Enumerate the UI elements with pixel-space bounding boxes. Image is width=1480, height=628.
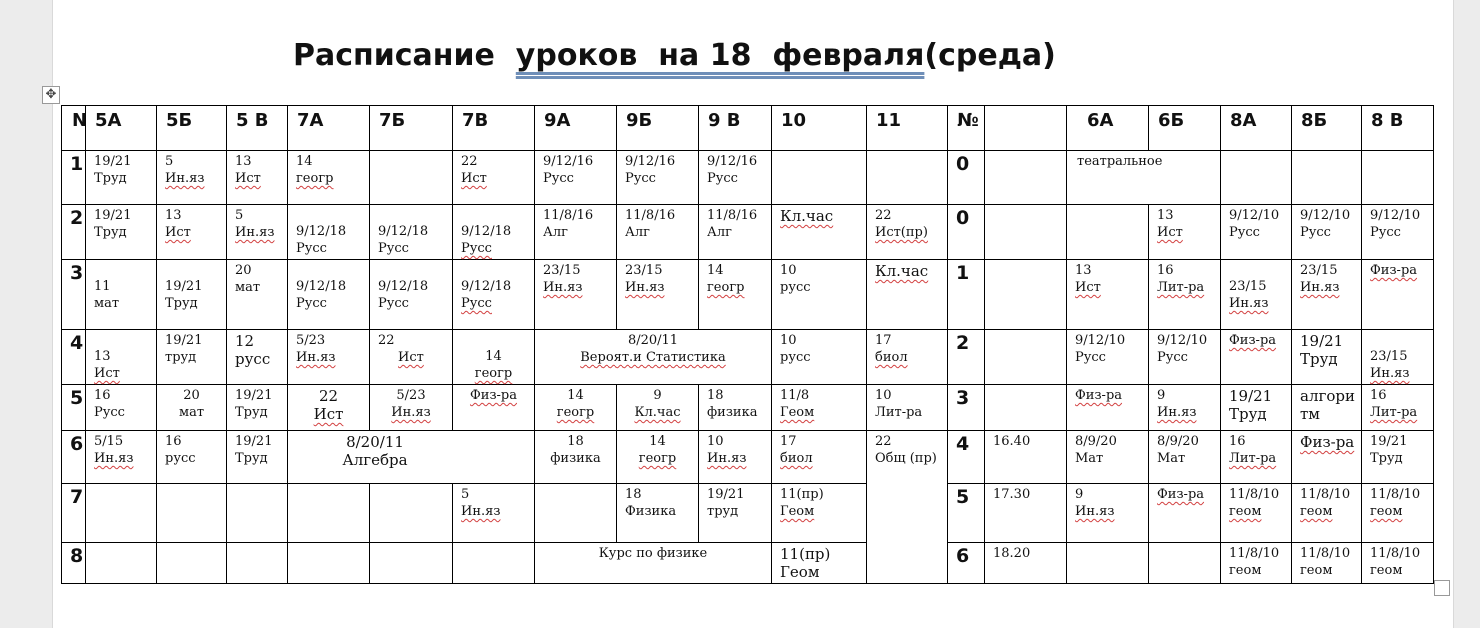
cell-r5-8a: 19/21 Труд [1221,385,1292,431]
cell-r6-6a: 8/9/20 Мат [1067,431,1149,484]
cell-r3-8v: Физ-ра [1362,260,1434,330]
header-7v: 7В [453,106,535,151]
header-5a: 5А [86,106,157,151]
header-10: 10 [772,106,867,151]
header-8v: 8 В [1362,106,1434,151]
cell-r5-9a: 14 геогр [535,385,617,431]
row-number: 1 [62,151,86,205]
cell-r8-7b [370,543,453,584]
cell-r4-9-all: 8/20/11 Вероят.и Статистика [535,330,772,385]
cell-r4-6a: 9/12/10 Русс [1067,330,1149,385]
cell-r6-8b: Физ-ра [1292,431,1362,484]
cell-r5-6b: 9 Ин.яз [1149,385,1221,431]
row-number: 4 [62,330,86,385]
cell-r2-9a: 11/8/16 Алг [535,205,617,260]
cell-r8-8b: 11/8/10 геом [1292,543,1362,584]
page-title [293,38,1056,73]
cell-r4-8b: 19/21 Труд [1292,330,1362,385]
row-number-right: 4 [948,431,985,484]
cell-r7-5v [227,484,288,543]
cell-r5-7b: 5/23 Ин.яз [370,385,453,431]
row-number: 3 [62,260,86,330]
cell-r6-11: 22 Общ (пр) [867,431,948,584]
cell-r2-8v: 9/12/10 Русс [1362,205,1434,260]
cell-r8-7v [453,543,535,584]
header-11: 11 [867,106,948,151]
cell-r5-11: 10 Лит-ра [867,385,948,431]
header-num: № [948,106,985,151]
header-7b: 7Б [370,106,453,151]
cell-r4-5v: 12 русс [227,330,288,385]
table-row [62,205,1434,260]
cell-r3-6b: 16 Лит-ра [1149,260,1221,330]
cell-r8-time: 18.20 [985,543,1067,584]
cell-r2-8a: 9/12/10 Русс [1221,205,1292,260]
cell-r1-7v: 22 Ист [453,151,535,205]
cell-r1-8v [1362,151,1434,205]
cell-r6-5v: 19/21 Труд [227,431,288,484]
cell-r7-7a [288,484,370,543]
row-number-right: 5 [948,484,985,543]
cell-r3-7a: 9/12/18 Русс [288,260,370,330]
cell-r1-8b [1292,151,1362,205]
table-row [62,260,1434,330]
cell-r4-6b: 9/12/10 Русс [1149,330,1221,385]
cell-r6-8v: 19/21 Труд [1362,431,1434,484]
cell-r3-9b: 23/15 Ин.яз [617,260,699,330]
cell-r1-6a-6b: театральное [1067,151,1221,205]
cell-r1-7b [370,151,453,205]
cell-r6-5a: 5/15 Ин.яз [86,431,157,484]
cell-r4-5a: 13 Ист [86,330,157,385]
row-number-right: 0 [948,205,985,260]
cell-r2-5v: 5 Ин.яз [227,205,288,260]
cell-r2-5a: 19/21 Труд [86,205,157,260]
cell-r5-8b: алгори тм [1292,385,1362,431]
row-number: 7 [62,484,86,543]
cell-r1-5v: 13 Ист [227,151,288,205]
cell-r3-5b: 19/21 Труд [157,260,227,330]
header-row [62,106,1434,151]
cell-r3-9a: 23/15 Ин.яз [535,260,617,330]
cell-r8-8v: 11/8/10 геом [1362,543,1434,584]
cell-r3-11: Кл.час [867,260,948,330]
cell-r1-9v: 9/12/16 Русс [699,151,772,205]
header-9b: 9Б [617,106,699,151]
cell-r7-time: 17.30 [985,484,1067,543]
cell-r3-6a: 13 Ист [1067,260,1149,330]
table-move-handle-icon[interactable]: ✥ [42,86,60,104]
row-number-right: 6 [948,543,985,584]
cell-r3-7b: 9/12/18 Русс [370,260,453,330]
cell-r2-11: 22 Ист(пр) [867,205,948,260]
cell-r2-10: Кл.час [772,205,867,260]
cell-r5-5v: 19/21 Труд [227,385,288,431]
cell-r1-11 [867,151,948,205]
row-number-right: 3 [948,385,985,431]
cell-r6-9b: 14 геогр [617,431,699,484]
cell-r6-7-all: 8/20/11 Алгебра [288,431,535,484]
cell-r2-7a: 9/12/18 Русс [288,205,370,260]
title-part-3: (среда) [924,38,1056,73]
cell-r4-5b: 19/21 труд [157,330,227,385]
cell-r3-time [985,260,1067,330]
row-number: 8 [62,543,86,584]
cell-r7-8v: 11/8/10 геом [1362,484,1434,543]
cell-r8-5b [157,543,227,584]
header-8b: 8Б [1292,106,1362,151]
cell-r5-5b: 20 мат [157,385,227,431]
cell-r8-6b [1149,543,1221,584]
header-6a: 6А [1067,106,1149,151]
row-number: 6 [62,431,86,484]
cell-r1-8a [1221,151,1292,205]
cell-r5-9v: 18 физика [699,385,772,431]
cell-r4-time [985,330,1067,385]
cell-r7-7b [370,484,453,543]
cell-r2-8b: 9/12/10 Русс [1292,205,1362,260]
table-row [62,151,1434,205]
title-part-1: Расписание [293,38,506,73]
cell-r2-6b: 13 Ист [1149,205,1221,260]
cell-r6-10: 17 биол [772,431,867,484]
cell-r7-6b: Физ-ра [1149,484,1221,543]
cell-r3-8b: 23/15 Ин.яз [1292,260,1362,330]
cell-r1-5a: 19/21 Труд [86,151,157,205]
table-row [62,385,1434,431]
cell-r8-8a: 11/8/10 геом [1221,543,1292,584]
row-number-right: 1 [948,260,985,330]
title-part-2: уроков на 18 февраля [515,38,925,73]
header-9v: 9 В [699,106,772,151]
cell-r4-7v: 14 геогр [453,330,535,385]
cell-r8-5v [227,543,288,584]
table-row [62,330,1434,385]
cell-r5-6a: Физ-ра [1067,385,1149,431]
cell-r1-5b: 5 Ин.яз [157,151,227,205]
cell-r1-9a: 9/12/16 Русс [535,151,617,205]
cell-r5-time [985,385,1067,431]
row-number-right: 0 [948,151,985,205]
cell-r1-9b: 9/12/16 Русс [617,151,699,205]
cell-r5-7v: Физ-ра [453,385,535,431]
cell-r5-8v: 16 Лит-ра [1362,385,1434,431]
cell-r4-10: 10 русс [772,330,867,385]
cell-r3-10: 10 русс [772,260,867,330]
cell-r4-8a: Физ-ра [1221,330,1292,385]
cell-r7-9v: 19/21 труд [699,484,772,543]
cell-r5-7a: 22 Ист [288,385,370,431]
cell-r2-6a [1067,205,1149,260]
cell-r7-5a [86,484,157,543]
cell-r1-7a: 14 геогр [288,151,370,205]
header-time [985,106,1067,151]
cell-r7-8b: 11/8/10 геом [1292,484,1362,543]
row-number: 5 [62,385,86,431]
cell-r2-9v: 11/8/16 Алг [699,205,772,260]
row-number-right: 2 [948,330,985,385]
header-9a: 9А [535,106,617,151]
cell-r5-10: 11/8 Геом [772,385,867,431]
header-5v: 5 В [227,106,288,151]
cell-r2-7b: 9/12/18 Русс [370,205,453,260]
table-row [62,484,1434,543]
cell-r7-5b [157,484,227,543]
cell-r2-9b: 11/8/16 Алг [617,205,699,260]
cell-r3-7v: 9/12/18 Русс [453,260,535,330]
table-row [62,543,1434,584]
cell-r8-7a [288,543,370,584]
cell-r8-10: 11(пр) Геом [772,543,867,584]
cell-r7-8a: 11/8/10 геом [1221,484,1292,543]
cell-r1-10 [772,151,867,205]
cell-r4-7b: 22 Ист [370,330,453,385]
cell-r7-6a: 9 Ин.яз [1067,484,1149,543]
cell-r3-5v: 20 мат [227,260,288,330]
table-resize-handle[interactable] [1434,580,1450,596]
row-number: 2 [62,205,86,260]
cell-r3-5a: 11 мат [86,260,157,330]
cell-r1-time [985,151,1067,205]
cell-r3-9v: 14 геогр [699,260,772,330]
table-row [62,431,1434,484]
cell-r7-9b: 18 Физика [617,484,699,543]
cell-r3-8a: 23/15 Ин.яз [1221,260,1292,330]
cell-r6-9a: 18 физика [535,431,617,484]
cell-r7-7v: 5 Ин.яз [453,484,535,543]
header-n: N [62,106,86,151]
header-7a: 7А [288,106,370,151]
cell-r2-time [985,205,1067,260]
cell-r4-7a: 5/23 Ин.яз [288,330,370,385]
cell-r6-time: 16.40 [985,431,1067,484]
cell-r8-6a [1067,543,1149,584]
cell-r2-5b: 13 Ист [157,205,227,260]
cell-r8-course: Курс по физике [535,543,772,584]
cell-r4-11: 17 биол [867,330,948,385]
header-8a: 8А [1221,106,1292,151]
header-6b: 6Б [1149,106,1221,151]
cell-r7-10: 11(пр) Геом [772,484,867,543]
schedule-table [61,105,1434,584]
cell-r4-8v: 23/15 Ин.яз [1362,330,1434,385]
cell-r5-5a: 16 Русс [86,385,157,431]
cell-r7-9a [535,484,617,543]
cell-r8-5a [86,543,157,584]
cell-r2-7v: 9/12/18 Русс [453,205,535,260]
cell-r6-5b: 16 русс [157,431,227,484]
cell-r6-6b: 8/9/20 Мат [1149,431,1221,484]
cell-r6-9v: 10 Ин.яз [699,431,772,484]
cell-r5-9b: 9 Кл.час [617,385,699,431]
cell-r6-8a: 16 Лит-ра [1221,431,1292,484]
header-5b: 5Б [157,106,227,151]
